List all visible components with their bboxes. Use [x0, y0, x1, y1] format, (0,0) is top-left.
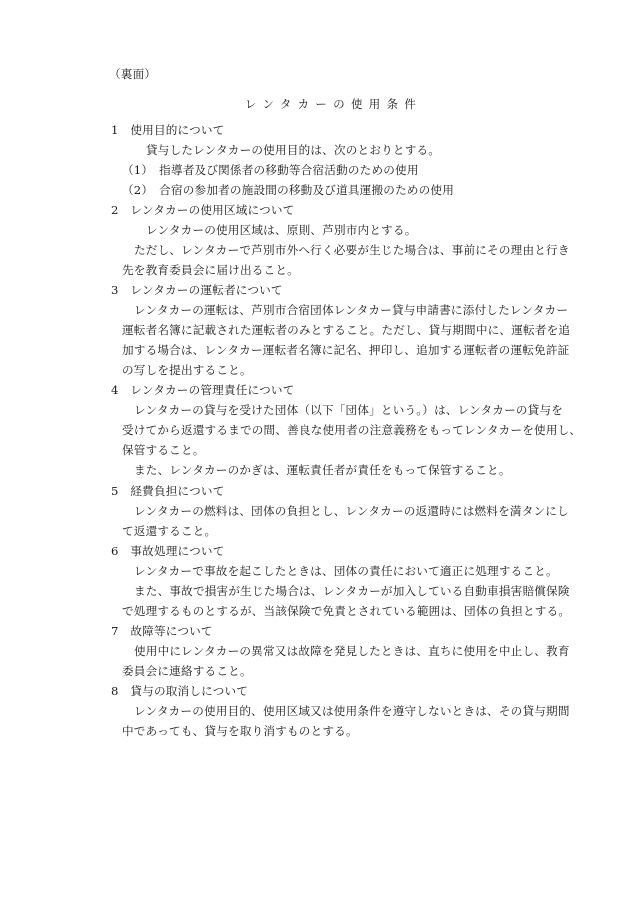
paragraph-line: て返還すること。: [122, 524, 217, 538]
paragraph-line: また、レンタカーのかぎは、運転責任者が責任をもって保管すること。: [134, 463, 511, 477]
section-heading: 1 使用目的について: [111, 123, 225, 137]
section-heading: 7 故障等について: [111, 624, 213, 638]
paragraph-line: レンタカーの使用目的、使用区域又は使用条件を遵守しないときは、その貸与期間: [134, 704, 570, 718]
paragraph-line: レンタカーの使用区域は、原則、芦別市内とする。: [146, 223, 417, 237]
paragraph-line: レンタカーの運転は、芦別市合宿団体レンタカー貸与申請書に添付したレンタカー: [134, 303, 569, 317]
section-heading: 6 事故処理について: [111, 544, 225, 558]
paragraph-line: レンタカーの燃料は、団体の負担とし、レンタカーの返還時には燃料を満タンにし: [134, 504, 569, 518]
section-heading: 5 経費負担について: [111, 484, 225, 498]
paragraph-line: 使用中にレンタカーの異常又は故障を発見したときは、直ちに使用を中止し、教育: [134, 644, 570, 658]
paragraph-line: レンタカーで事故を起こしたときは、団体の責任において適正に処理すること。: [134, 564, 558, 578]
paragraph-line: 保管すること。: [122, 443, 205, 457]
paragraph-line: また、事故で損害が生じた場合は、レンタカーが加入している自動車損害賠償保険: [134, 584, 570, 598]
paragraph-line: 先を教育委員会に届け出ること。: [122, 263, 299, 277]
paragraph-line: 委員会に連絡すること。: [122, 664, 252, 678]
document-title: レンタカーの使用条件: [245, 97, 423, 111]
paragraph-line: 中であっても、貸与を取り消すものとする。: [122, 724, 358, 738]
paragraph-line: レンタカーの貸与を受けた団体（以下「団体」という。）は、レンタカーの貸与を: [134, 403, 564, 417]
paragraph-line: の写しを提出すること。: [122, 363, 252, 377]
section-heading: 8 貸与の取消しについて: [111, 684, 249, 698]
paragraph-line: ただし、レンタカーで芦別市外へ行く必要が生じた場合は、事前にその理由と行き: [134, 243, 570, 257]
paragraph-line: 運転者名簿に記載された運転者のみとすること。ただし、貸与期間中に、運転者を追: [122, 323, 571, 337]
section-heading: 3 レンタカーの運転者について: [111, 283, 283, 297]
section-heading: 2 レンタカーの使用区域について: [111, 203, 295, 217]
paragraph-line: 加する場合は、レンタカー運転者名簿に記名、押印し、追加する運転者の運転免許証: [122, 343, 570, 357]
paragraph-line: で処理するものとするが、当該保険で免責とされている範囲は、団体の負担とする。: [122, 604, 571, 618]
section-heading: 4 レンタカーの管理責任について: [111, 383, 295, 397]
paragraph-line: 貸与したレンタカーの使用目的は、次のとおりとする。: [146, 143, 441, 157]
list-item: （2） 合宿の参加者の施設間の移動及び道具運搬のための使用: [122, 183, 455, 197]
side-label: （裏面）: [109, 67, 157, 81]
list-item: （1） 指導者及び関係者の移動等合宿活動のための使用: [122, 163, 419, 177]
paragraph-line: 受けてから返還するまでの間、善良な使用者の注意義務をもってレンタカーを使用し、: [122, 423, 582, 437]
